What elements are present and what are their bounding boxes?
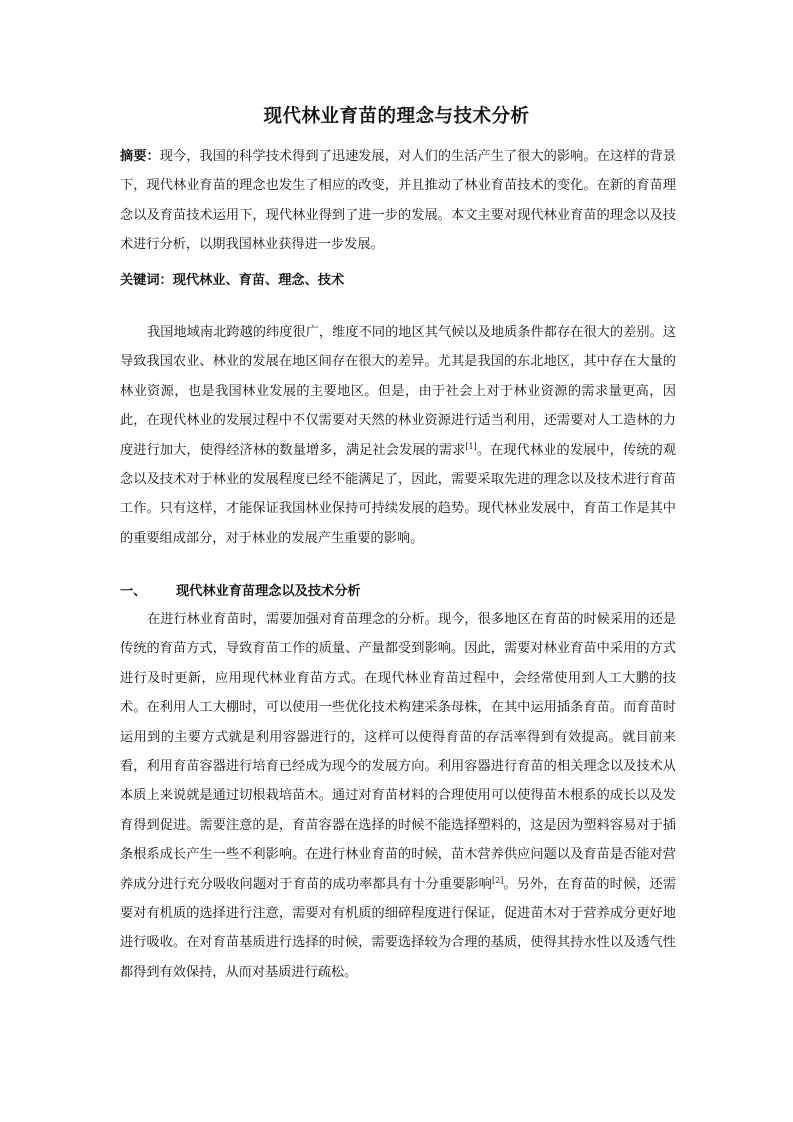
- keywords-text: 现代林业、育苗、理念、技术: [172, 273, 345, 288]
- citation-1: [1]: [465, 441, 477, 451]
- section-text-1: 在进行林业育苗时，需要加强对育苗理念的分析。现今，很多地区在育苗的时候采用的还是传统的育苗方式，导致育苗工作的质量、产量都受到影响。因此，需要对林业育苗中采用的方式进行及时更新，应用现代林业育苗方式。在现代林业育苗过程中，会经常使用到人工大鹏的技术。在利用人工大棚时，可以使用一些优化技术构建采条母株，在其中运用插条育苗。而育苗时运用到的主要方式就是利用容器进行的，这样可以使得育苗的存活率得到有效提高。就目前来看，利用育苗容器进行培育已经成为现今的发展方向。利用容器进行育苗的相关理念以及技术从本质上来说就是通过切根栽培苗木。通过对育苗材料的合理使用可以使得苗木根系的成长以及发育得到促进。需要注意的是，育苗容器在选择的时候不能选择塑料的，这是因为塑料容易对于插条根系成长产生一些不利影响。在进行林业育苗的时候，苗木营养供应问题以及育苗是否能对营养成分进行充分吸收问题对于育苗的成功率都具有十分重要影响: [120, 612, 676, 892]
- intro-paragraph: [120, 318, 676, 553]
- abstract-label: 摘要：: [120, 149, 160, 164]
- abstract-text: 现今，我国的科学技术得到了迅速发展，对人们的生活产生了很大的影响。在这样的背景下，现代林业育苗的理念也发生了相应的改变，并且推动了林业育苗技术的变化。在新的育苗理念以及育苗技术运用下，现代林业得到了进一步的发展。本文主要对现代林业育苗的理念以及技术进行分析，以期我国林业获得进一步发展。: [120, 149, 676, 253]
- section-heading: [120, 577, 676, 606]
- section-title: 现代林业育苗理念以及技术分析: [176, 584, 361, 599]
- abstract-paragraph: [120, 142, 676, 260]
- keywords-label: 关键词：: [120, 273, 173, 288]
- intro-text-1: 我国地域南北跨越的纬度很广，维度不同的地区其气候以及地质条件都存在很大的差别。这导致我国农业、林业的发展在地区间存在很大的差异。尤其是我国的东北地区，其中存在大量的林业资源，也是我国林业发展的主要地区。但是，由于社会上对于林业资源的需求量更高，因此，在现代林业的发展过程中不仅需要对天然的林业资源进行适当利用，还需要对人工造林的力度进行加大，使得经济林的数量增多，满足社会发展的需求: [120, 325, 676, 458]
- section-text-2: 。另外，在育苗的时候，还需要对有机质的选择进行注意，需要对有机质的细碎程度进行保证，促进苗木对于营养成分更好地进行吸收。在对育苗基质进行选择的时候，需要选择较为合理的基质，使得其持水性以及透气性都得到有效保持，从而对基质进行疏松。: [120, 876, 677, 980]
- keywords-line: [120, 266, 676, 295]
- paper-title: 现代林业育苗的理念与技术分析: [263, 106, 530, 127]
- citation-2: [2]: [491, 875, 504, 885]
- section-body-paragraph: [120, 605, 676, 987]
- section-number: 一、: [120, 584, 147, 599]
- intro-text-2: 。在现代林业的发展中，传统的观念以及技术对于林业的发展程度已经不能满足了，因此，需要采取先进的理念以及技术进行育苗工作。只有这样，才能保证我国林业保持可持续发展的趋势。现代林业发展中，育苗工作是其中的重要组成部分，对于林业的发展产生重要的影响。: [120, 442, 676, 546]
